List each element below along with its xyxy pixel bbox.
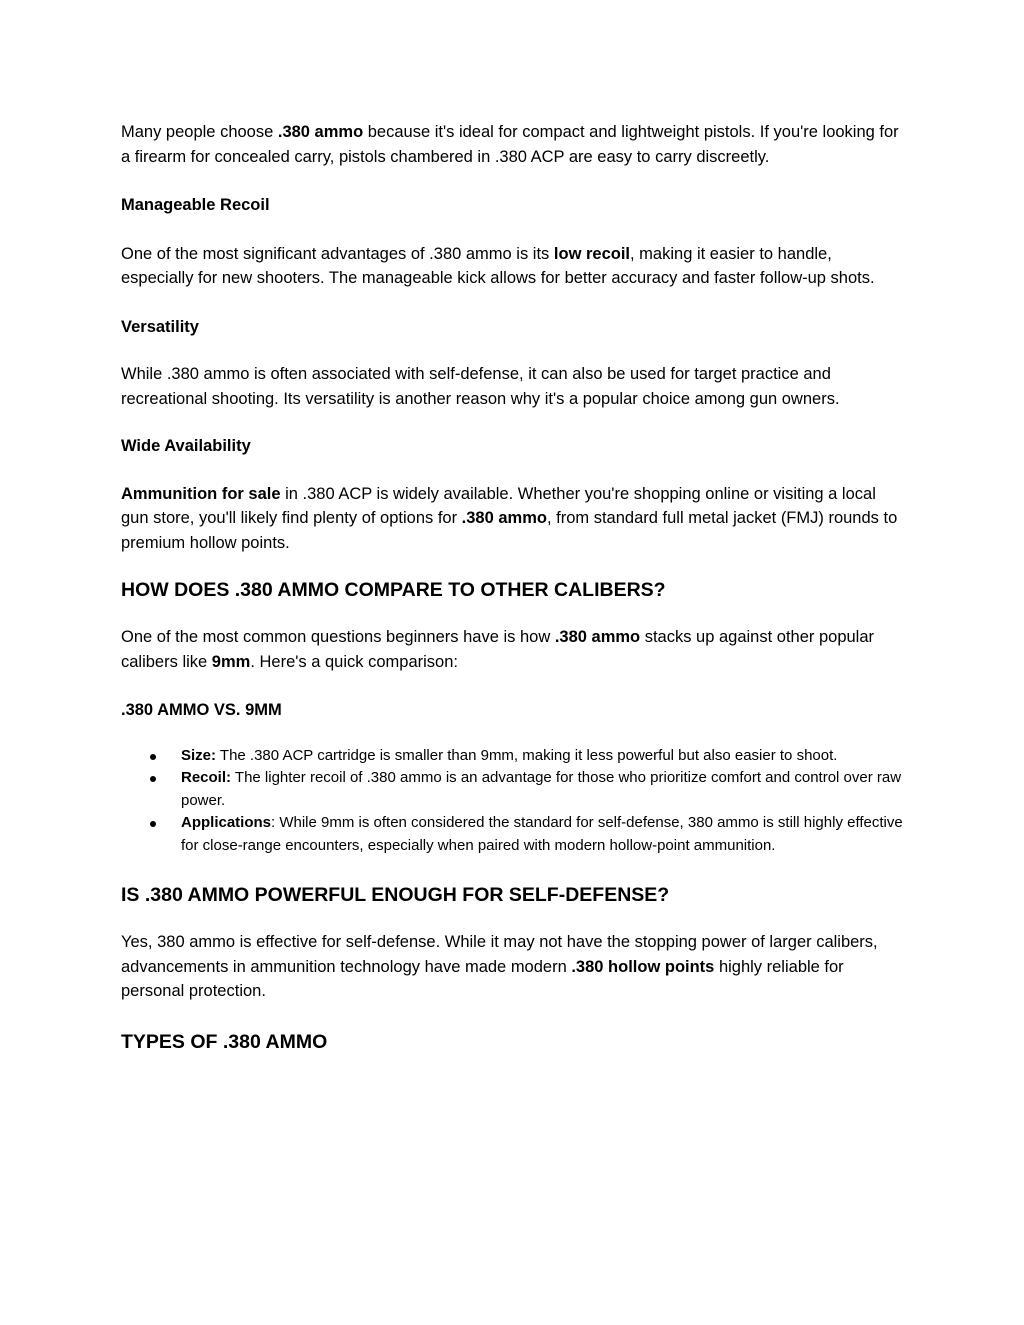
intro-bold-term: .380 ammo — [277, 123, 364, 141]
bullet-icon — [150, 821, 156, 827]
list-item — [121, 812, 906, 857]
recoil-paragraph — [121, 242, 906, 291]
versatility-heading: Versatility — [121, 317, 199, 336]
compare-paragraph — [121, 625, 906, 674]
compare-bold-term: 9mm — [211, 652, 251, 671]
list-item-text: The .380 ACP cartridge is smaller than 9mm, making it less powerful but also easier to shoot. — [216, 746, 838, 764]
comparison-list — [121, 745, 906, 858]
bullet-icon — [150, 754, 156, 760]
selfdefense-bold-term: .380 hollow points — [571, 957, 715, 976]
availability-paragraph — [121, 482, 906, 556]
intro-text: because it's ideal for compact and lightweight pistols. If you're looking for a firearm for concealed carry, pistols chambered in .380 ACP are easy to carry discreetly. — [121, 123, 899, 166]
list-item-label: Recoil: — [181, 769, 232, 787]
selfdefense-heading: IS .380 AMMO POWERFUL ENOUGH FOR SELF-DEFENSE? — [121, 884, 670, 907]
versatility-paragraph: While .380 ammo is often associated with self-defense, it can also be used for target practice and recreational shooting. Its versatility is another reason why it's a popular choice among gun owners. — [121, 365, 840, 408]
availability-bold-term: .380 ammo — [461, 509, 547, 527]
compare-text: One of the most common questions beginners have is how — [121, 628, 555, 646]
list-item-text: : While 9mm is often considered the standard for self-defense, 380 ammo is still highly effective for close-range encounters, especially when paired with modern hollow-point ammunition. — [181, 814, 903, 854]
document-page — [121, 120, 906, 1055]
selfdefense-text: Yes, 380 ammo is effective for self-defense. While it may not have the stopping power of larger calibers, advancements in ammunition technology have made modern — [121, 933, 878, 976]
availability-text: in .380 ACP is widely available. Whether you're shopping online or visiting a local gun store, you'll likely find plenty of options for — [121, 484, 876, 527]
list-item-label: Size: — [181, 746, 217, 764]
comparison-subheading: .380 AMMO VS. 9MM — [121, 701, 282, 719]
selfdefense-text: highly reliable for personal protection. — [121, 957, 844, 1001]
types-heading: TYPES OF .380 AMMO — [121, 1030, 328, 1053]
intro-paragraph — [121, 120, 906, 169]
list-item-text: The lighter recoil of .380 ammo is an advantage for those who prioritize comfort and control over raw power. — [181, 769, 902, 809]
availability-bold-term: Ammunition for sale — [121, 484, 281, 503]
compare-heading: HOW DOES .380 AMMO COMPARE TO OTHER CALIBERS? — [121, 579, 666, 601]
recoil-text: , making it easier to handle, especially for new shooters. The manageable kick allows for better accuracy and faster follow-up shots. — [121, 244, 875, 287]
recoil-heading: Manageable Recoil — [121, 196, 270, 214]
compare-text: stacks up against other popular calibers like — [121, 628, 875, 671]
bullet-icon — [150, 776, 156, 782]
recoil-bold-term: low recoil — [553, 244, 631, 263]
list-item-label: Applications — [181, 814, 272, 832]
availability-text: , from standard full metal jacket (FMJ) rounds to premium hollow points. — [121, 509, 898, 552]
availability-heading: Wide Availability — [121, 437, 251, 455]
list-item — [121, 767, 906, 812]
compare-bold-term: .380 ammo — [554, 628, 641, 646]
selfdefense-paragraph — [121, 930, 906, 1004]
list-item — [121, 745, 906, 768]
compare-text: . Here's a quick comparison: — [250, 652, 458, 671]
intro-text: Many people choose — [121, 123, 278, 141]
recoil-text: One of the most significant advantages of .380 ammo is its — [121, 244, 554, 263]
